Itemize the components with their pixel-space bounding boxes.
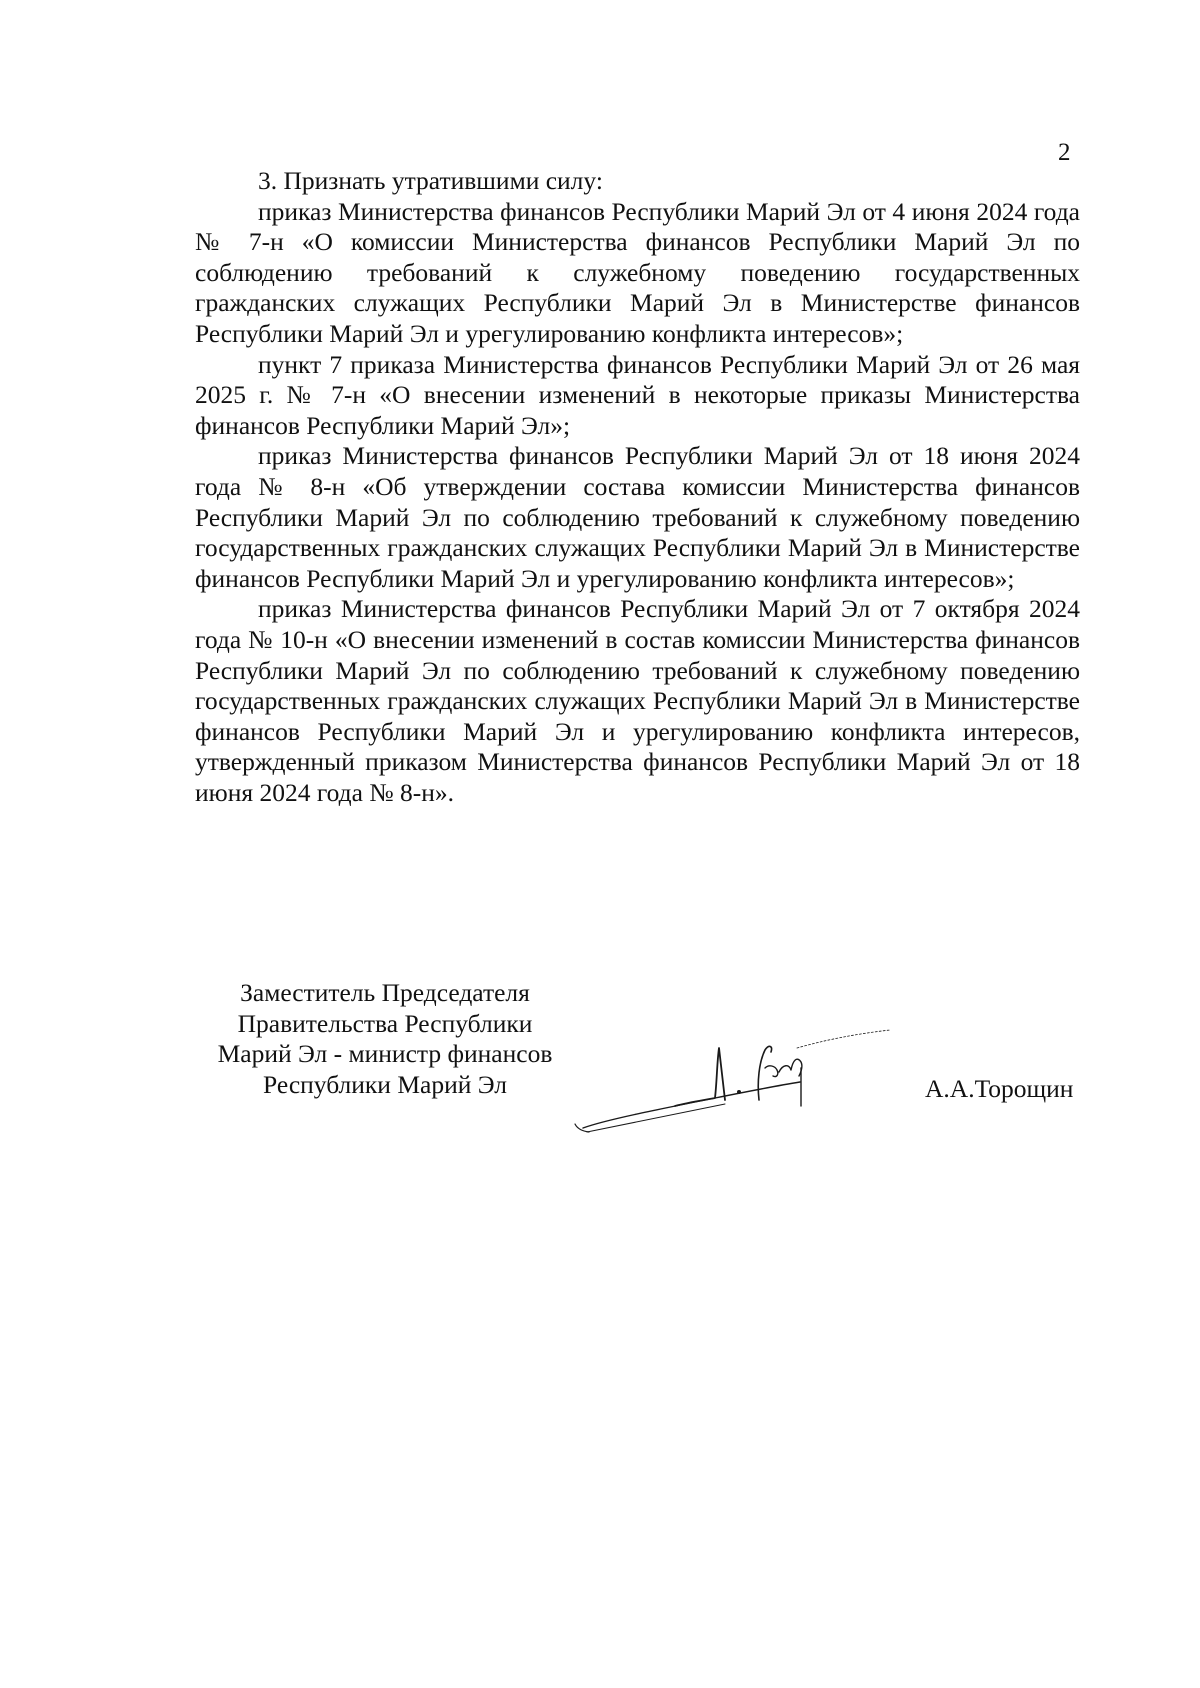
position-line: Марий Эл - министр финансов — [217, 1039, 553, 1069]
signer-name: А.А.Торощин — [925, 1074, 1074, 1103]
paragraph-item-3-heading: 3. Признать утратившими силу: — [258, 166, 603, 195]
position-line: Правительства Республики — [237, 1008, 533, 1038]
position-line: Заместитель Председателя — [240, 978, 530, 1007]
paragraph-order-10n: приказ Министерства финансов Республики Марий Эл от 7 октября 2024 года № 10-н «О внесении изменений в состав комиссии Министерства финансов Республики Марий Эл по соблюдению требований к служебному поведению государственных гражданских служащих Республики Марий Эл в Министерстве финансов Республики Марий Эл и урегулированию конфликта интересов, утвержденный приказом Министерства финансов Республики Марий Эл от 18 июня 2024 года № 8-н». — [195, 594, 1080, 807]
paragraph-order-8n: приказ Министерства финансов Республики Марий Эл от 18 июня 2024 года № 8-н «Об утверждении состава комиссии Министерства финансов Республики Марий Эл по соблюдению требований к служебному поведению государственных гражданских служащих Республики Марий Эл в Министерстве финансов Республики Марий Эл и урегулированию конфликта интересов»; — [195, 441, 1080, 593]
handwritten-signature — [565, 1010, 905, 1140]
paragraph-order-7n: приказ Министерства финансов Республики Марий Эл от 4 июня 2024 года № 7-н «О комиссии Министерства финансов Республики Марий Эл по соблюдению требований к служебному поведению государственных гражданских служащих Республики Марий Эл в Министерстве финансов Республики Марий Эл и урегулированию конфликта интересов»; — [195, 196, 1080, 348]
position-line: Республики Марий Эл — [263, 1069, 507, 1099]
document-body — [195, 166, 1080, 808]
page-number: 2 — [1058, 139, 1071, 166]
signatory-position — [185, 978, 585, 1100]
paragraph-point-7: пункт 7 приказа Министерства финансов Республики Марий Эл от 26 мая 2025 г. № 7-н «О внесении изменений в некоторые приказы Министерства финансов Республики Марий Эл»; — [195, 349, 1080, 440]
